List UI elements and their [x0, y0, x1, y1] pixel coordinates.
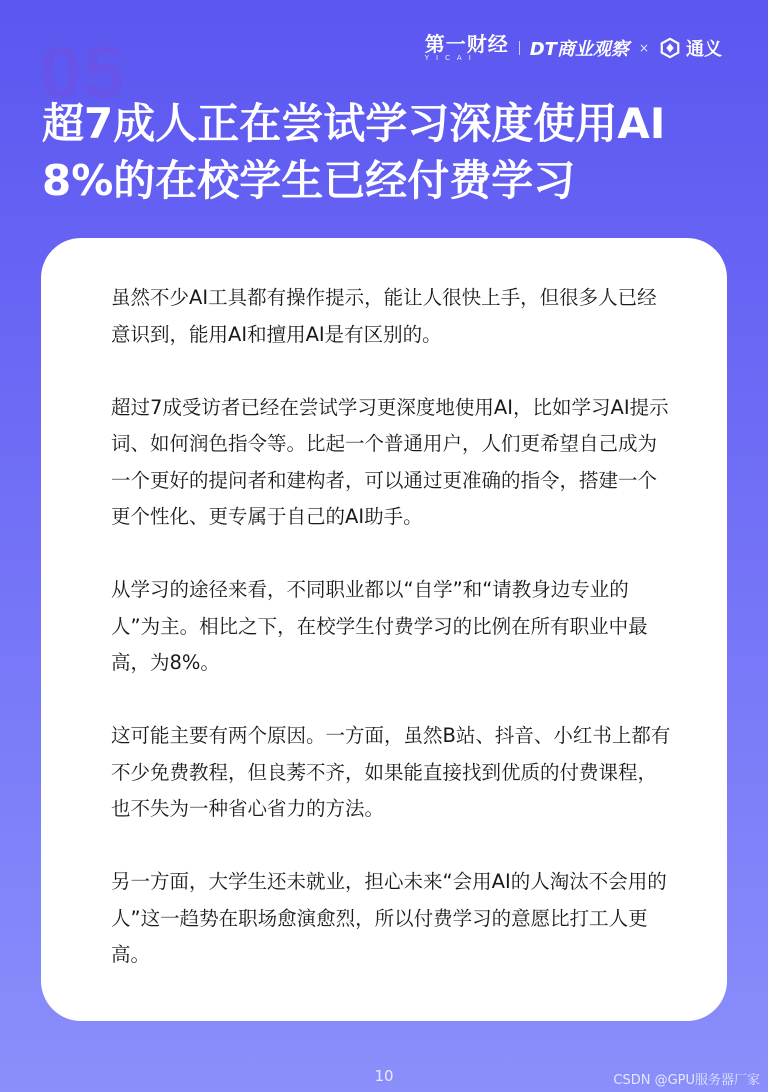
yicai-logo — [425, 34, 509, 62]
title-line-2: 8%的在校学生已经付费学习 — [42, 156, 576, 205]
paragraph-2: 超过7成受访者已经在尝试学习更深度地使用AI，比如学习AI提示词、如何润色指令等。比起一个普通用户，人们更希望自己成为一个更好的提问者和建构者，可以通过更准确的指令，搭建一个更个性化、更专属于自己的AI助手。 — [111, 395, 669, 528]
paragraph-5: 另一方面，大学生还未就业，担心未来“会用AI的人淘汰不会用的人”这一趋势在职场愈演愈烈，所以付费学习的意愿比打工人更高。 — [111, 870, 667, 966]
section-number: 05 — [40, 31, 127, 114]
body-text — [111, 280, 671, 1010]
logo-divider — [519, 41, 520, 55]
watermark: CSDN @GPU服务器厂家 — [613, 1073, 760, 1088]
page-title — [42, 95, 742, 209]
paragraph-4: 这可能主要有两个原因。一方面，虽然B站、抖音、小红书上都有不少免费教程，但良莠不齐，如果能直接找到优质的付费课程，也不失为一种省心省力的方法。 — [111, 724, 671, 820]
yicai-logo-text: 第一财经 — [424, 32, 509, 56]
yicai-logo-sub: YICAI — [424, 54, 478, 62]
page-number: 10 — [374, 1067, 394, 1085]
brand-logos — [425, 34, 722, 62]
tongyi-logo — [659, 35, 722, 61]
paragraph-1: 虽然不少AI工具都有操作提示，能让人很快上手，但很多人已经意识到，能用AI和擅用AI是有区别的。 — [111, 286, 657, 346]
tongyi-icon — [659, 37, 681, 59]
tongyi-logo-text: 通义 — [686, 39, 722, 60]
dt-logo: DT商业观察 — [529, 39, 629, 60]
paragraph-3: 从学习的途径来看，不同职业都以“自学”和“请教身边专业的人”为主。相比之下，在校学生付费学习的比例在所有职业中最高，为8%。 — [111, 578, 648, 674]
content-card — [41, 238, 727, 1021]
collab-x: × — [638, 41, 649, 55]
title-line-1: 超7成人正在尝试学习深度使用AI — [42, 99, 666, 148]
